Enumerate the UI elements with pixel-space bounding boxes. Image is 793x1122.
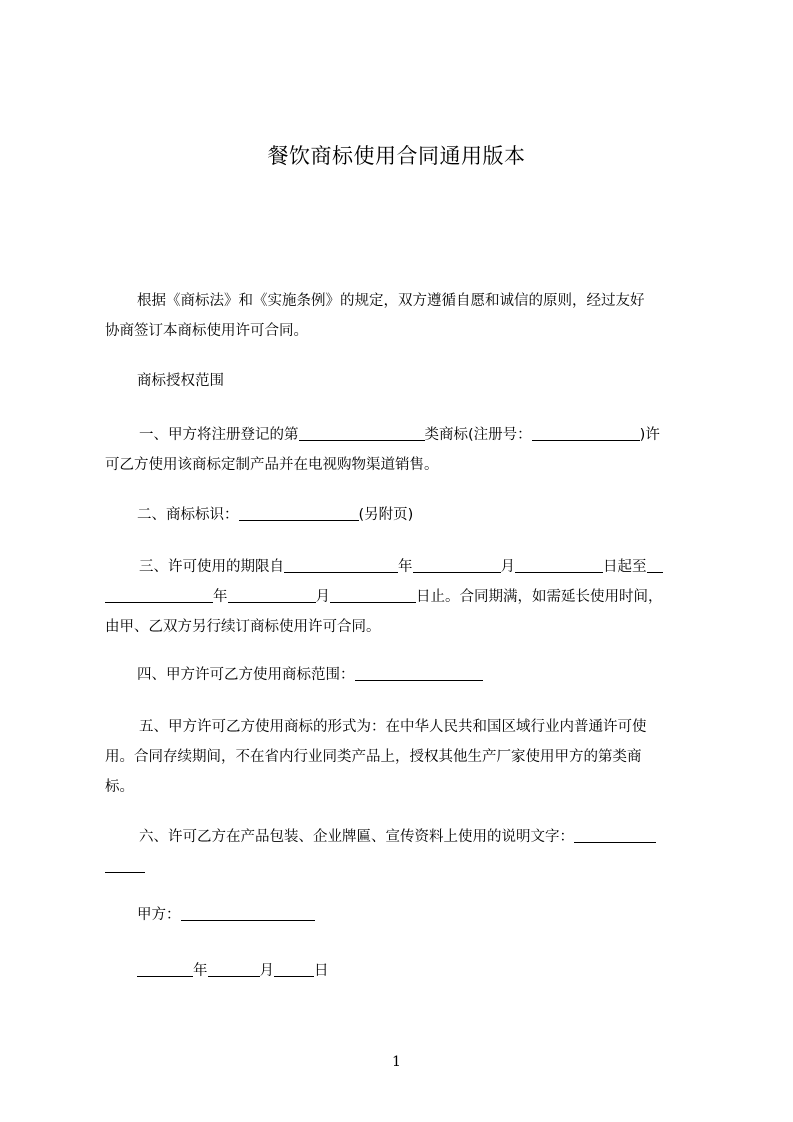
sign-year-blank bbox=[137, 960, 193, 977]
party-a-signature-blank bbox=[181, 904, 315, 921]
intro-line-2: 协商签订本商标使用许可合同。 bbox=[105, 323, 308, 339]
start-year-blank bbox=[284, 556, 398, 573]
clause-3-line-3: 由甲、乙双方另行续订商标使用许可合同。 bbox=[105, 619, 381, 635]
sign-month-blank bbox=[208, 960, 260, 977]
clause-1-line-2: 可乙方使用该商标定制产品并在电视购物渠道销售。 bbox=[105, 457, 439, 473]
clause-3-day-from: 日起至 bbox=[603, 559, 647, 575]
clause-1-text-a: 一、甲方将注册登记的第 bbox=[139, 427, 299, 443]
end-month-blank bbox=[228, 586, 316, 603]
usage-scope-blank bbox=[355, 664, 483, 681]
clause-1 bbox=[105, 420, 701, 480]
description-text-blank-2 bbox=[105, 856, 145, 873]
clause-3 bbox=[105, 552, 701, 642]
date-day: 日 bbox=[314, 963, 329, 979]
document-title: 餐饮商标使用合同通用版本 bbox=[267, 144, 526, 168]
end-year-blank-start bbox=[647, 556, 663, 573]
registration-number-blank bbox=[532, 424, 640, 441]
end-day-blank bbox=[330, 586, 416, 603]
clause-5-line-3: 标。 bbox=[105, 779, 134, 795]
clause-1-text-c: )许 bbox=[639, 427, 660, 443]
clause-3-year-2: 年 bbox=[213, 589, 228, 605]
date-year: 年 bbox=[193, 963, 208, 979]
party-a-label: 甲方： bbox=[137, 907, 181, 923]
clause-5-line-1: 五、甲方许可乙方使用商标的形式为：在中华人民共和国区域行业内普通许可使 bbox=[139, 719, 647, 735]
sign-day-blank bbox=[274, 960, 314, 977]
clause-4 bbox=[105, 660, 701, 690]
clause-2-text-a: 二、商标标识： bbox=[137, 507, 239, 523]
class-number-blank bbox=[299, 424, 425, 441]
section-heading bbox=[105, 366, 701, 396]
clause-3-text-a: 三、许可使用的期限自 bbox=[139, 559, 284, 575]
intro-line-1: 根据《商标法》和《实施条例》的规定，双方遵循自愿和诚信的原则，经过友好 bbox=[137, 293, 645, 309]
clause-1-text-b: 类商标(注册号： bbox=[424, 427, 532, 443]
clause-3-month-2: 月 bbox=[315, 589, 330, 605]
clause-3-year: 年 bbox=[398, 559, 413, 575]
start-day-blank bbox=[515, 556, 603, 573]
clause-3-month: 月 bbox=[500, 559, 515, 575]
clause-4-text: 四、甲方许可乙方使用商标范围： bbox=[137, 667, 355, 683]
clause-6 bbox=[105, 822, 701, 882]
end-year-blank bbox=[105, 586, 213, 603]
date-month: 月 bbox=[259, 963, 274, 979]
clause-3-day-to: 日止。合同期满，如需延长使用时间， bbox=[416, 589, 663, 605]
page-number: 1 bbox=[392, 1054, 401, 1070]
start-month-blank bbox=[413, 556, 501, 573]
party-a bbox=[105, 900, 701, 930]
clause-5-line-2: 用。合同存续期间，不在省内行业同类产品上，授权其他生产厂家使用甲方的第类商 bbox=[105, 749, 642, 765]
section-heading-text: 商标授权范围 bbox=[137, 373, 224, 389]
date-line bbox=[105, 956, 701, 986]
description-text-blank bbox=[574, 826, 656, 843]
clause-2-text-b: (另附页) bbox=[358, 507, 414, 523]
trademark-mark-blank bbox=[239, 504, 359, 521]
clause-2 bbox=[105, 500, 701, 530]
clause-6-text: 六、许可乙方在产品包装、企业牌匾、宣传资料上使用的说明文字： bbox=[139, 829, 574, 845]
intro-paragraph bbox=[105, 286, 701, 346]
clause-5 bbox=[105, 712, 701, 802]
